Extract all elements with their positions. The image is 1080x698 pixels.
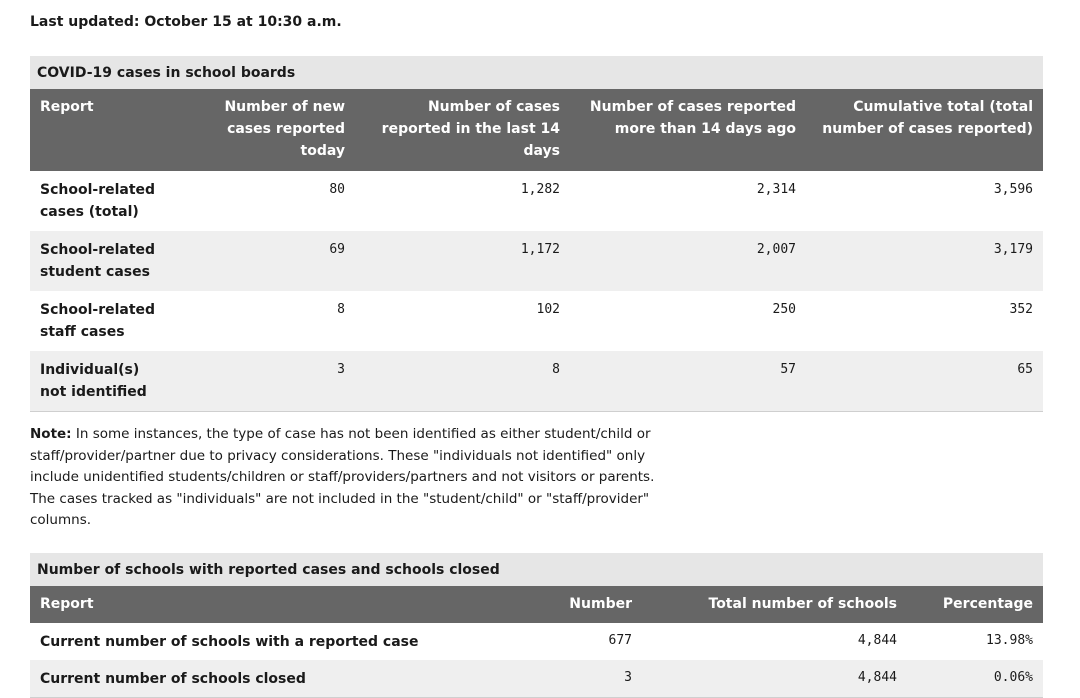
cell-last-14-days: 102 — [536, 302, 560, 317]
header-more-than-14-days: Number of cases reported more than 14 days ago — [570, 89, 806, 171]
cell-number: 3 — [522, 660, 642, 698]
header-total-schools: Total number of schools — [642, 586, 907, 623]
schools-table — [30, 586, 1043, 698]
cell-new-today: 8 — [337, 302, 345, 317]
row-label: Current number of schools with a reported case — [40, 633, 419, 650]
cell-total-schools: 4,844 — [642, 660, 907, 698]
header-new-today: Number of new cases reported today — [175, 89, 355, 171]
cell-total-schools: 4,844 — [857, 632, 897, 648]
table-row — [30, 171, 1043, 231]
header-percentage: Percentage — [907, 586, 1043, 623]
cell-percentage: 13.98% — [986, 632, 1033, 648]
header-report: Report — [30, 89, 175, 171]
cell-new-today: 80 — [329, 182, 345, 197]
table-row — [30, 291, 1043, 351]
schools-table-header-row — [30, 586, 1043, 623]
cases-table-caption: COVID-19 cases in school boards — [30, 56, 1043, 89]
cell-more-than-14-days: 250 — [772, 302, 796, 317]
row-label: Current number of schools closed — [30, 660, 522, 698]
row-label: Individual(s) not identified — [30, 351, 175, 412]
cell-more-than-14-days: 2,314 — [756, 182, 796, 197]
row-label: School-related staff cases — [40, 302, 156, 340]
table-row — [30, 660, 1043, 698]
cell-new-today: 69 — [175, 231, 355, 291]
note-paragraph — [30, 424, 670, 532]
cell-more-than-14-days: 2,007 — [570, 231, 806, 291]
note-label: Note: — [30, 426, 72, 442]
row-label: School-related student cases — [30, 231, 175, 291]
row-label: School-related cases (total) — [40, 182, 156, 220]
table-row — [30, 623, 1043, 660]
note-text: In some instances, the type of case has not been identified as either student/child or staff/provider/partner due to privacy considerations. These "individuals not identified" only include unidentified students/children or staff/providers/partners and not visitors or parents. The cases tracked as "individuals" are not included in the "student/child" or "staff/provider" columns. — [30, 426, 655, 528]
table-row — [30, 231, 1043, 291]
cell-percentage: 0.06% — [907, 660, 1043, 698]
table-row — [30, 351, 1043, 412]
cases-table-header-row — [30, 89, 1043, 171]
cell-more-than-14-days: 57 — [570, 351, 806, 412]
cell-last-14-days: 1,282 — [520, 182, 560, 197]
cell-cumulative: 352 — [1009, 302, 1033, 317]
cases-table — [30, 89, 1043, 412]
cell-cumulative: 3,179 — [806, 231, 1043, 291]
header-last-14-days: Number of cases reported in the last 14 days — [355, 89, 570, 171]
header-cumulative: Cumulative total (total number of cases reported) — [806, 89, 1043, 171]
cell-new-today: 3 — [175, 351, 355, 412]
cell-cumulative: 65 — [806, 351, 1043, 412]
cases-table-section — [30, 56, 1043, 412]
header-report: Report — [30, 586, 522, 623]
cell-cumulative: 3,596 — [993, 182, 1033, 197]
cell-last-14-days: 8 — [355, 351, 570, 412]
header-number: Number — [522, 586, 642, 623]
schools-table-caption: Number of schools with reported cases and schools closed — [30, 553, 1043, 586]
cell-number: 677 — [608, 632, 632, 648]
cell-last-14-days: 1,172 — [355, 231, 570, 291]
last-updated: Last updated: October 15 at 10:30 a.m. — [30, 14, 342, 30]
